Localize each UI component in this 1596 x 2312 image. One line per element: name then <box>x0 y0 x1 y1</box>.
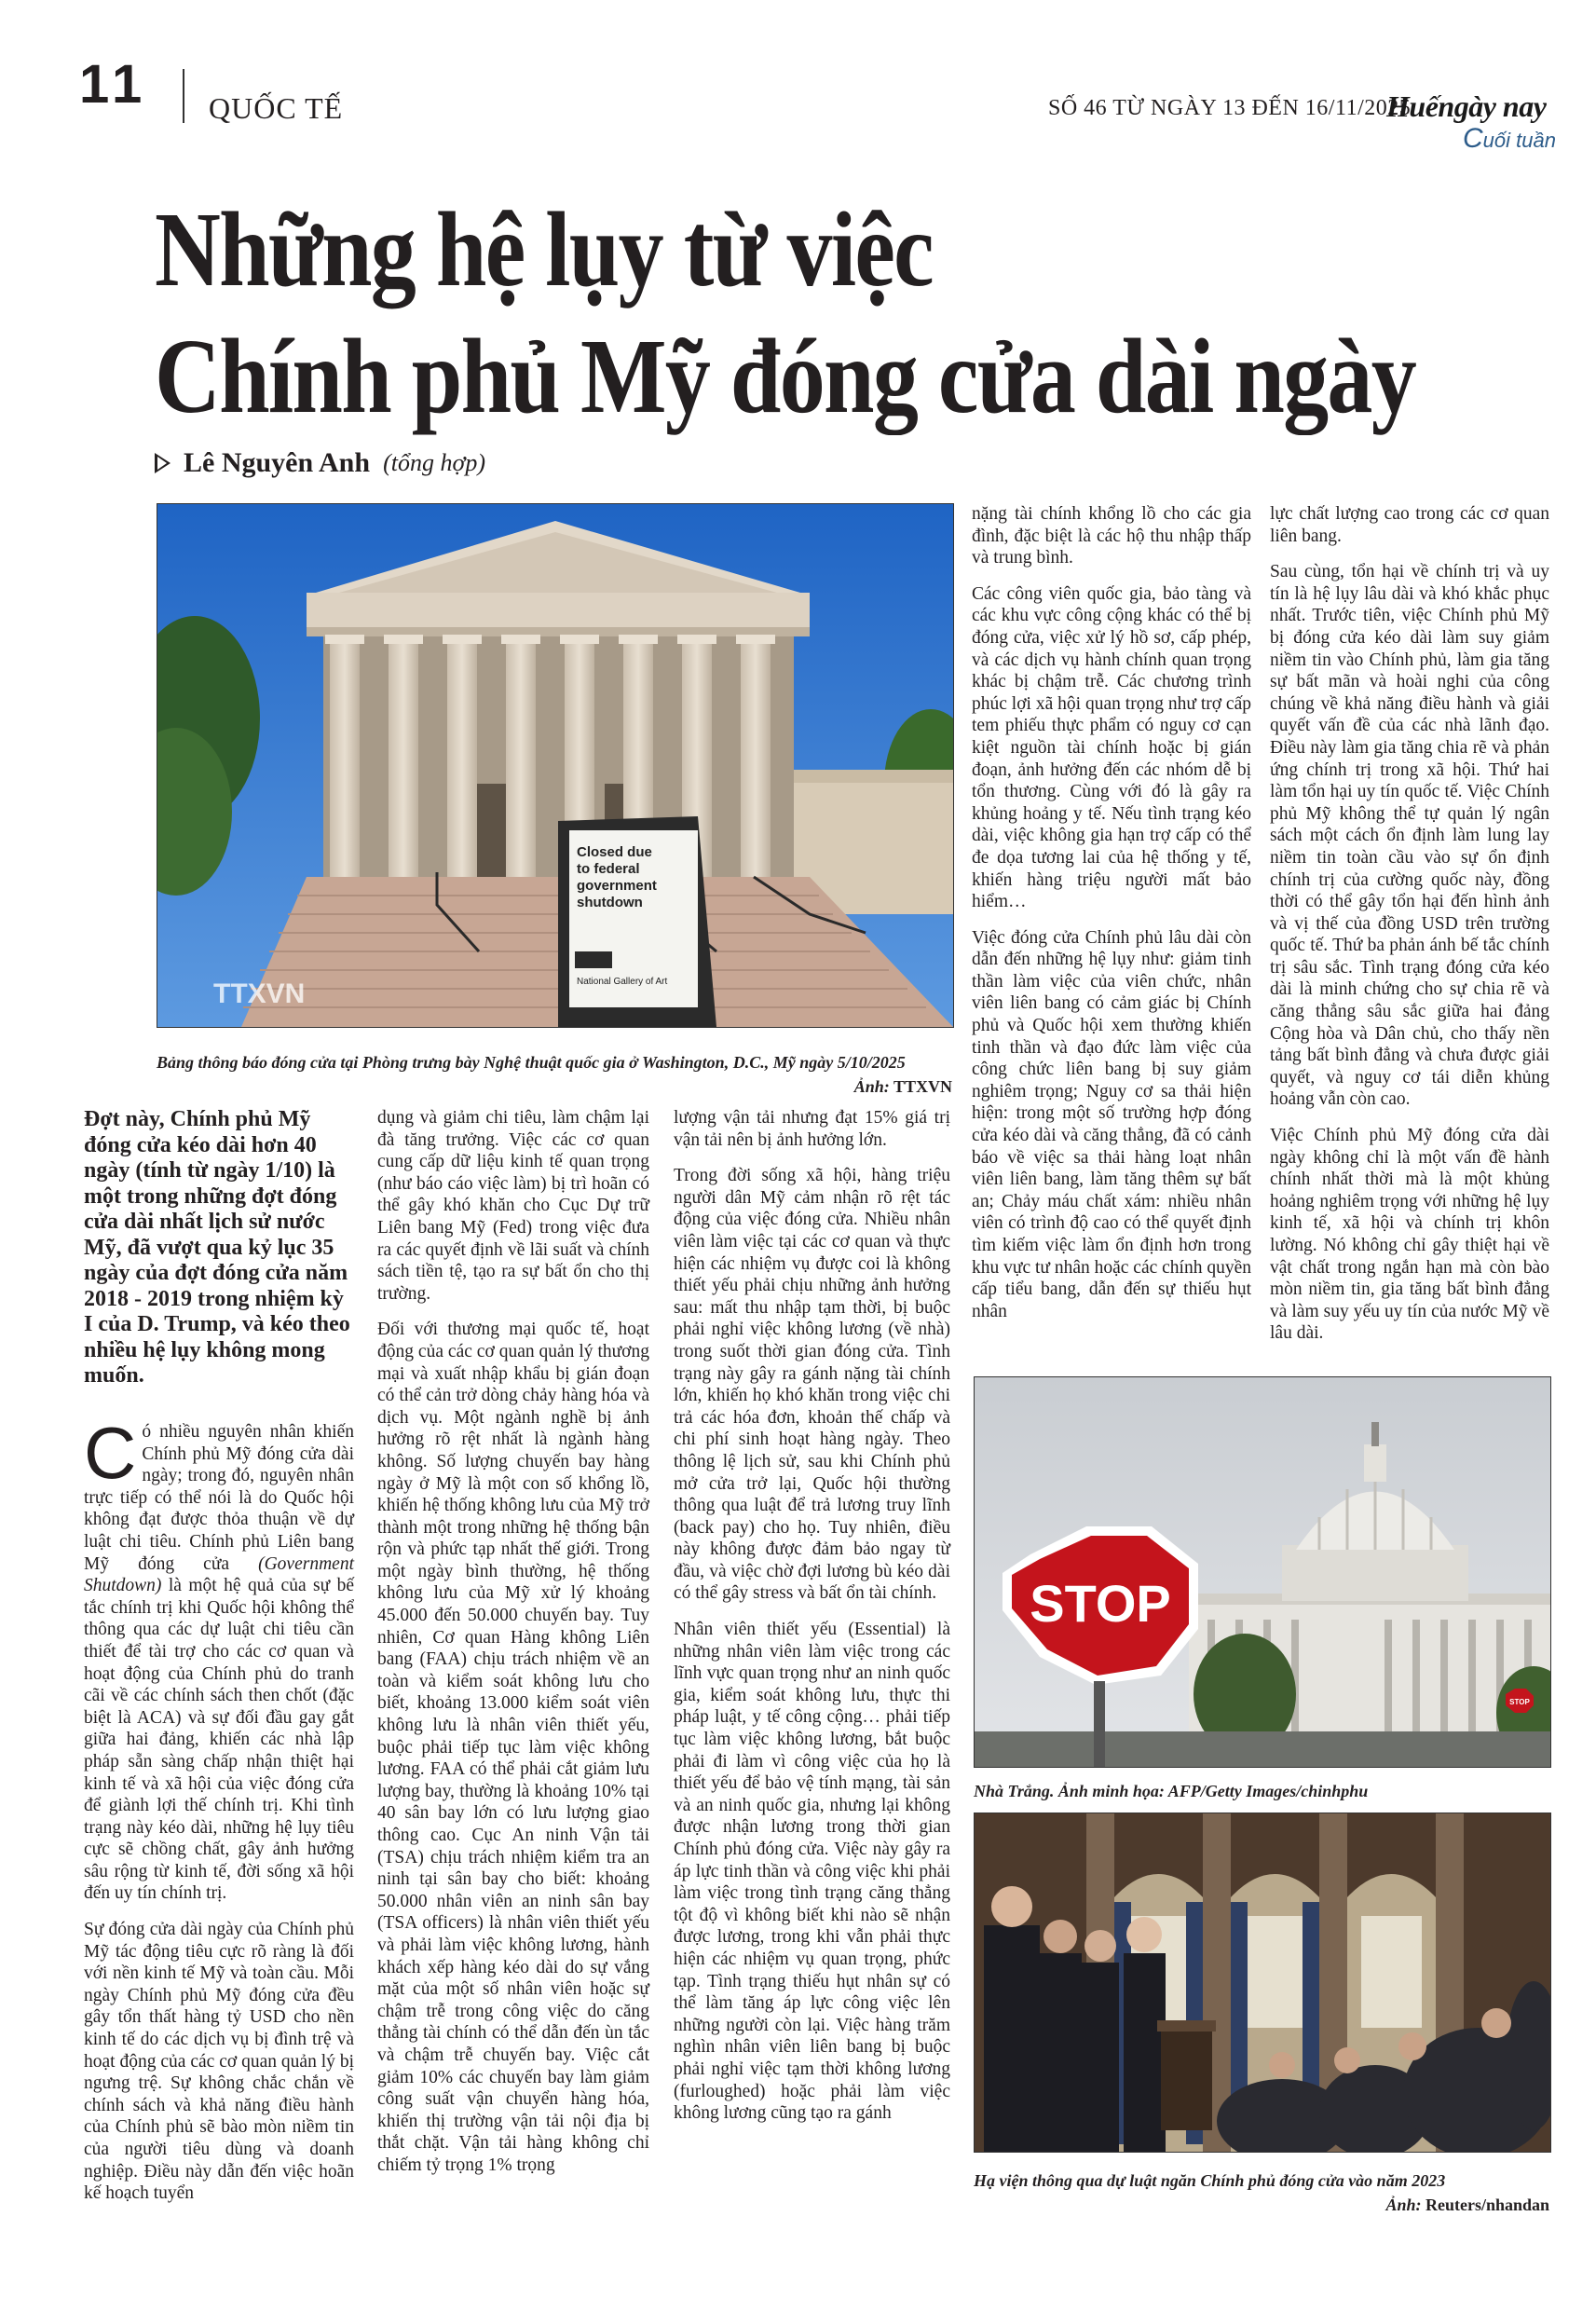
col3-top-paragraph-2: Các công viên quốc gia, bảo tàng và các khu vực công cộng khác có thể bị đóng cửa, việc xử lý hồ sơ, cấp phép, và các dịch vụ hành chính quan trọng khác bị chậm trễ. Các chương trình phúc lợi xã hội quan trọng như trợ cấp tem phiếu thực phẩm có nguy cơ cạn kiệt nguồn tài chính hoặc bị gián đoạn, ảnh hưởng đến các nhóm dễ bị tổn thương. Cùng với đó là gây ra khủng hoảng y tế. Nếu tình trạng kéo dài, việc không gia hạn trợ cấp có thể đe dọa tương lai của hệ thống y tế, khiến hàng triệu người mất bảo hiểm… <box>972 583 1251 912</box>
sign-org: National Gallery of Art <box>577 977 668 987</box>
byline-arrow-icon <box>155 453 171 473</box>
gallery-credit <box>652 1077 952 1097</box>
author-role: (tổng hợp) <box>383 449 485 476</box>
col3-paragraph-2: Trong đời sống xã hội, hàng triệu người dân Mỹ cảm nhận rõ rệt tác động của việc đóng cửa. Nhiều nhân viên làm việc tại các cơ quan và thực hiện các nhiệm vụ được coi là không thiết yếu phải chịu những ảnh hưởng sau: mất thu nhập tạm thời, bị buộc phải nghỉ việc không lương (về nhà) trong suốt thời gian đóng cửa. Tình trạng này gây ra gánh nặng tài chính lớn, khiến họ khó khăn trong việc chi trả các hóa đơn, khoản thế chấp và chi phí sinh hoạt hàng ngày. Theo thông lệ lịch sử, sau khi Chính phủ mở cửa trở lại, Quốc hội thường thông qua luật để trả lương truy lĩnh (back pay) cho họ. Tuy nhiên, điều này không được đảm bảo ngay từ đầu, và việc chờ đợi lương bù kéo dài có thể gây stress và bất ổn tài chính. <box>674 1166 950 1604</box>
stop-sign-text: STOP <box>1030 1574 1171 1633</box>
capitol-caption: Nhà Trắng. Ảnh minh họa: AFP/Getty Images/chinhphu <box>974 1782 1369 1800</box>
col4-paragraph-1: lực chất lượng cao trong các cơ quan liên bang. <box>1270 504 1549 546</box>
logo-sub: Cuối tuần <box>1463 123 1556 154</box>
col2-paragraph-2: Đối với thương mại quốc tế, hoạt động của các cơ quan quản lý thương mại và xuất nhập khẩu bị gián đoạn có thể cản trở dòng chảy hàng hóa và dịch vụ. Một ngành nghề bị ảnh hưởng rõ rệt nhất là ngành hàng không. Số lượng chuyến bay hàng ngày ở Mỹ là một con số khổng lồ, khiến hệ thống không lưu của Mỹ trở thành một trong những hệ thống bận rộn và phức tạp nhất thế giới. Trong một ngày bình thường, hệ thống không lưu của Mỹ xử lý khoảng 45.000 đến 50.000 chuyến bay. Tuy nhiên, Cơ quan Hàng không Liên bang (FAA) chịu trách nhiệm về an toàn và kiểm soát không lưu cho biết, khoảng 13.000 kiểm soát viên không lưu là nhân viên thiết yếu, buộc phải tiếp tục làm việc không lương. FAA có thể phải cắt giảm lưu lượng bay, thường là khoảng 10% tại 40 sân bay lớn có lưu lượng giao thông cao. Cục An ninh Vận tải (TSA) chịu trách nhiệm kiểm tra an ninh tại sân bay cho biết: khoảng 50.000 nhân viên an ninh sân bay (TSA officers) là nhân viên thiết yếu và phải làm việc không lương, hành khách xếp hàng kéo dài do sự vắng mặt của một số nhân viên hoặc sự chậm trễ trong công việc do căng thẳng tài chính có thể dẫn đến ùn tắc và chậm trễ chuyến bay. Việc cắt giảm 10% các chuyến bay làm giảm công suất vận chuyển hàng hóa, khiến thị trường vận tải nội địa bị thắt chặt. Vận tải hàng không chỉ chiếm tỷ trọng 1% trọng <box>377 1320 649 2175</box>
body-column-3-top <box>972 503 1251 1336</box>
capitol-photo <box>974 1376 1551 1768</box>
col3-paragraph-3: Nhân viên thiết yếu (Essential) là những nhân viên làm việc trong các lĩnh vực quan trọng như an ninh quốc gia, kiểm soát không lưu, thực thi pháp luật, y tế công cộng… phải tiếp tục làm việc không lương, bắt buộc phải đi làm vì công việc của họ là thiết yếu để bảo vệ tính mạng, tài sản và an ninh quốc gia, nhưng lại không được nhận lương trong thời gian Chính phủ đóng cửa. Việc này gây ra áp lực tinh thần và công việc khi phải làm việc trong tình trạng căng thẳng tột độ vì không biết khi nào sẽ nhận được lương, trong khi vẫn phải thực hiện các nhiệm vụ quan trọng, phức tạp. Tình trạng thiếu hụt nhân sự có thể làm tăng áp lực công việc lên những người còn lại. Việc hàng trăm nghìn nhân viên liên bang bị buộc phải nghỉ việc tạm thời không lương (furloughed) hoặc phải làm việc không lương cũng tạo ra gánh <box>674 1620 950 2124</box>
page-number: 11 <box>79 54 148 115</box>
house-credit-label: Ảnh: <box>1385 2196 1422 2214</box>
gallery-caption: Bảng thông báo đóng cửa tại Phòng trưng bày Nghệ thuật quốc gia ở Washington, D.C., Mỹ ngày 5/10/2025 <box>157 1053 906 1072</box>
sign-line-3: government <box>577 878 657 894</box>
issue-info: SỐ 46 TỪ NGÀY 13 ĐẾN 16/11/2025 <box>1048 96 1412 120</box>
house-photo <box>974 1813 1551 2153</box>
col1-p1-rest: là một hệ quả của sự bế tắc chính trị khi Quốc hội không thể thông qua các dự luật chi tiêu cần thiết để tài trợ cho các cơ quan và hoạt động của Chính phủ do tranh cãi về các chính sách then chốt (đặc biệt là ACA) và sự đối đầu gay gắt giữa hai đảng, khiến các nhà lập pháp sẵn sàng chấp nhận thiệt hại kinh tế và xã hội của việc đóng cửa để giành lợi thế chính trị. Khi tình trạng này kéo dài, những hệ lụy tiêu cực sẽ chồng chất, gây ảnh hưởng sâu rộng từ kinh tế, đời sống xã hội đến uy tín chính trị. <box>84 1576 355 1904</box>
watermark: TTXVN <box>213 978 306 1009</box>
title-line-1: Những hệ lụy từ việc <box>155 190 933 308</box>
body-column-4 <box>1270 503 1549 1359</box>
sign-line-1: Closed due <box>577 844 652 860</box>
house-credit-value: Reuters/nhandan <box>1425 2196 1549 2214</box>
col1-p1-italic: (Government Shutdown) <box>84 1553 354 1596</box>
house-illustration <box>975 1813 1550 2152</box>
body-column-2 <box>377 1107 649 2191</box>
article-lead: Đợt này, Chính phủ Mỹ đóng cửa kéo dài hơn 40 ngày (tính từ ngày 1/10) là một trong những đợt đóng cửa dài nhất lịch sử nước Mỹ, đã vượt qua kỷ lục 35 ngày của đợt đóng cửa năm 2018 - 2019 trong nhiệm kỳ I của D. Trump, và kéo theo nhiều hệ lụy không mong muốn. <box>84 1107 350 1388</box>
header-divider <box>183 69 184 123</box>
sign-line-2: to federal <box>577 861 640 877</box>
gallery-credit-label: Ảnh: <box>853 1077 890 1096</box>
sign-line-4: shutdown <box>577 895 643 910</box>
section-label: QUỐC TẾ <box>209 91 344 125</box>
article-title <box>155 186 1415 440</box>
house-caption: Hạ viện thông qua dự luật ngăn Chính phủ đóng cửa vào năm 2023 <box>974 2171 1446 2190</box>
author-name: Lê Nguyên Anh <box>184 447 371 478</box>
gallery-photo <box>157 503 954 1028</box>
col2-paragraph-1: dụng và giảm chi tiêu, làm chậm lại đà tăng trưởng. Việc các cơ quan cung cấp dữ liệu kinh tế quan trọng (như báo cáo việc làm) bị trì hoãn có thể gây khó khăn cho Cục Dự trữ Liên bang Mỹ (Fed) trong việc đưa ra các quyết định về lãi suất và chính sách tiền tệ, tạo ra sự bất ổn cho thị trường. <box>377 1108 649 1304</box>
col4-paragraph-2: Sau cùng, tổn hại về chính trị và uy tín là hệ lụy lâu dài và khó khắc phục nhất. Trước tiên, việc Chính phủ Mỹ bị đóng cửa kéo dài làm suy giảm niềm tin vào Chính phủ, làm gia tăng sự bất mãn và hoài nghi của công chúng về khả năng điều hành và giải quyết vấn đề của các nhà lãnh đạo. Điều này làm gia tăng chia rẽ và phản ứng chính trị trong xã hội. Thứ hai làm tổn hại uy tín quốc tế. Việc Chính phủ Mỹ không thể tự quản lý ngân sách một cách ổn định làm lung lay niềm tin toàn cầu vào sự ổn định chính trị của cường quốc này, đồng thời có thể gây tổn hại đến hình ảnh và vị thế của đồng USD trên trường quốc tế. Thứ ba phản ánh bế tắc chính trị sâu sắc. Tình trạng đóng cửa kéo dài là minh chứng cho sự chia rẽ và căng thẳng sâu sắc giữa hai đảng Cộng hòa và Dân chủ, cho thấy nền tảng bất bình đẳng và chưa được giải quyết, và nguy cơ tái diễn khủng hoảng vẫn còn cao. <box>1270 562 1549 1110</box>
logo-name: Huếngày nay <box>1386 89 1547 123</box>
publication-logo <box>1386 89 1556 157</box>
byline <box>155 447 485 479</box>
small-stop-text: STOP <box>1509 1698 1530 1706</box>
col4-paragraph-3: Việc Chính phủ Mỹ đóng cửa dài ngày không chỉ là một vấn đề hành chính nhất thời mà là một khủng hoảng nghiêm trọng với những hệ lụy kinh tế, xã hội và chính trị khôn lường. Nó không chỉ gây thiệt hại về vật chất trong ngắn hạn mà còn bào mòn niềm tin, gia tăng bất bình đẳng và làm suy yếu uy tín của nước Mỹ về lâu dài. <box>1270 1126 1549 1344</box>
col3-top-paragraph-1: nặng tài chính khổng lồ cho các gia đình, đặc biệt là các hộ thu nhập thấp và trung bình. <box>972 504 1251 568</box>
gallery-illustration <box>157 504 953 1027</box>
capitol-illustration <box>975 1377 1550 1767</box>
body-column-3 <box>674 1107 950 2139</box>
title-line-2: Chính phủ Mỹ đóng cửa dài ngày <box>155 317 1416 435</box>
house-credit <box>1211 2196 1549 2215</box>
col3-paragraph-1: lượng vận tải nhưng đạt 15% giá trị vận tải nên bị ảnh hưởng lớn. <box>674 1108 950 1150</box>
col1-p1-text: ó nhiều nguyên nhân khiến Chính phủ Mỹ đóng cửa dài ngày; trong đó, nguyên nhân trực tiếp có thể nói là do Quốc hội không đạt được thỏa thuận về dự luật chi tiêu. Chính phủ Liên bang Mỹ đóng cửa <box>84 1422 354 1574</box>
col1-paragraph-1 <box>84 1412 355 1905</box>
drop-cap: C <box>84 1412 137 1494</box>
gallery-credit-value: TTXVN <box>893 1077 952 1096</box>
col3-top-paragraph-3: Việc đóng cửa Chính phủ lâu dài còn dẫn đến những hệ lụy như: giảm tinh thần làm việc của viên chức, nhân viên liên bang có cảm giác bị Chính phủ và Quốc hội xem thường khiến tinh thần và đạo đức làm việc của công chức liên bang bị suy giảm nghiêm trọng; Nguy cơ sa thải hiện hiện: trong một số trường hợp đóng cửa kéo dài và căng thẳng, đã có cảnh báo về việc sa thải hàng loạt nhân viên liên bang, làm tăng thêm sự bất an; Chảy máu chất xám: nhiều nhân viên có trình độ cao có thể quyết định tìm kiếm việc làm ổn định hơn trong khu vực tư nhân hoặc các chính quyền cấp tiểu bang, dẫn đến sự thiếu hụt nhân <box>972 927 1251 1321</box>
col1-paragraph-2: Sự đóng cửa dài ngày của Chính phủ Mỹ tác động tiêu cực rõ ràng là đối với nền kinh tế Mỹ và toàn cầu. Mỗi ngày Chính phủ Mỹ đóng cửa đều gây tổn thất hàng tỷ USD cho nền kinh tế do các dịch vụ bị đình trệ và hoạt động của các cơ quan quản lý bị ngưng trệ. Sự không chắc chắn về chính sách và khả năng điều hành của Chính phủ sẽ bào mòn niềm tin của người tiêu dùng và doanh nghiệp. Điều này dẫn đến việc hoãn kế hoạch tuyển <box>84 1920 354 2204</box>
body-column-1 <box>84 1412 355 2219</box>
